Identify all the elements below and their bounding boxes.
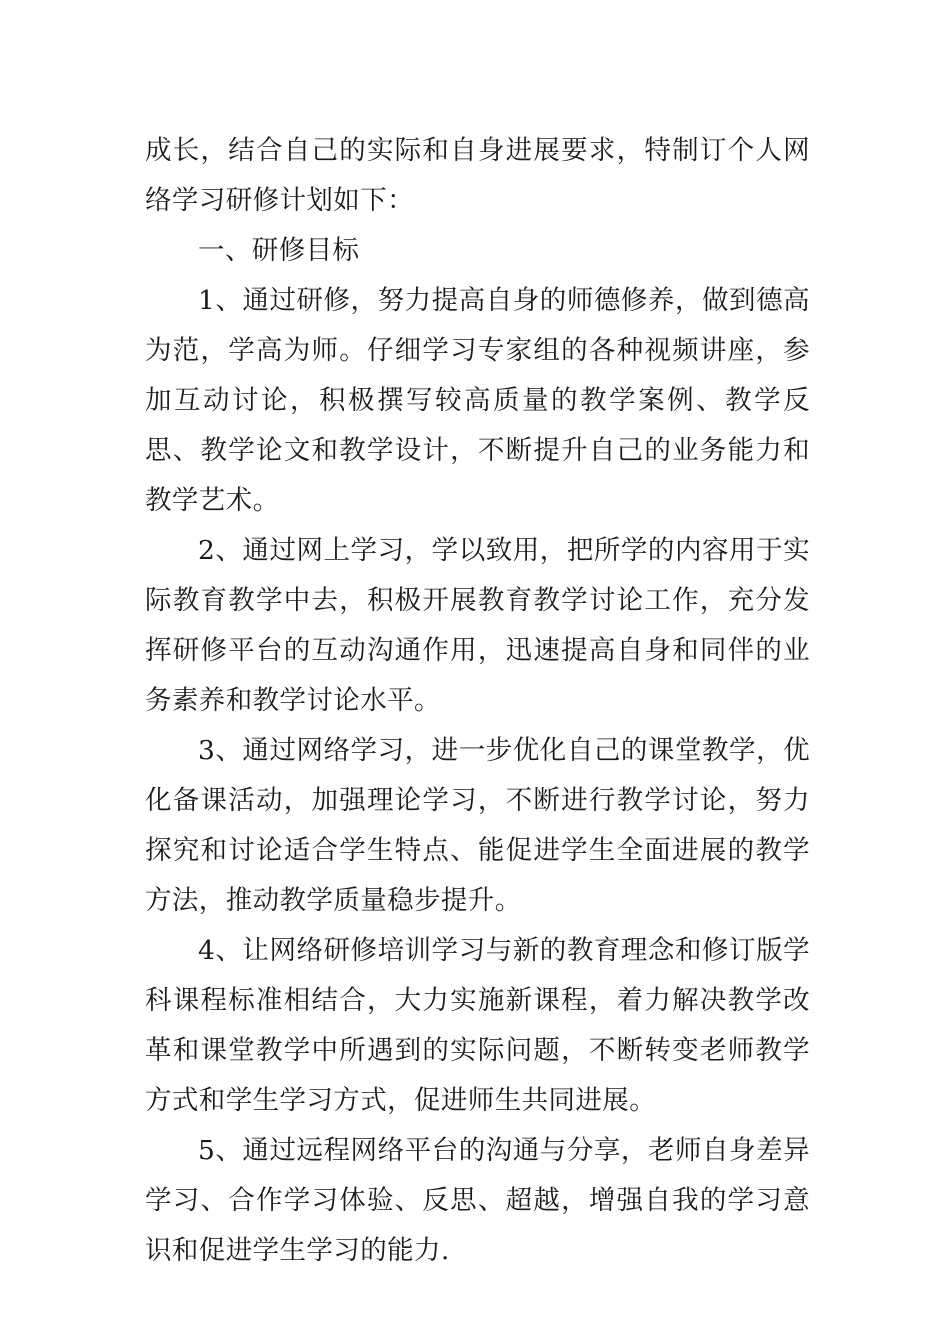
document-body — [145, 126, 810, 1276]
goal-item-5: 5、通过远程网络平台的沟通与分享，老师自身差异学习、合作学习体验、反思、超越，增强自我的学习意识和促进学生学习的能力. — [145, 1135, 810, 1266]
section-heading-goals: 一、研修目标 — [198, 235, 360, 266]
goal-item-3: 3、通过网络学习，进一步优化自己的课堂教学，优化备课活动，加强理论学习，不断进行教学讨论，努力探究和讨论适合学生特点、能促进学生全面进展的教学方法，推动教学质量稳步提升。 — [145, 735, 810, 916]
goal-item-2: 2、通过网上学习，学以致用，把所学的内容用于实际教育教学中去，积极开展教育教学讨论工作，充分发挥研修平台的互动沟通作用，迅速提高自身和同伴的业务素养和教学讨论水平。 — [145, 535, 810, 716]
paragraph-continuation: 成长，结合自己的实际和自身进展要求，特制订个人网络学习研修计划如下： — [145, 135, 810, 216]
goal-item-4: 4、让网络研修培训学习与新的教育理念和修订版学科课程标准相结合，大力实施新课程，着力解决教学改革和课堂教学中所遇到的实际问题，不断转变老师教学方式和学生学习方式，促进师生共同进展。 — [145, 935, 810, 1116]
goal-item-1: 1、通过研修，努力提高自身的师德修养，做到德高为范，学高为师。仔细学习专家组的各种视频讲座，参加互动讨论，积极撰写较高质量的教学案例、教学反思、教学论文和教学设计，不断提升自己的业务能力和教学艺术。 — [145, 285, 810, 516]
